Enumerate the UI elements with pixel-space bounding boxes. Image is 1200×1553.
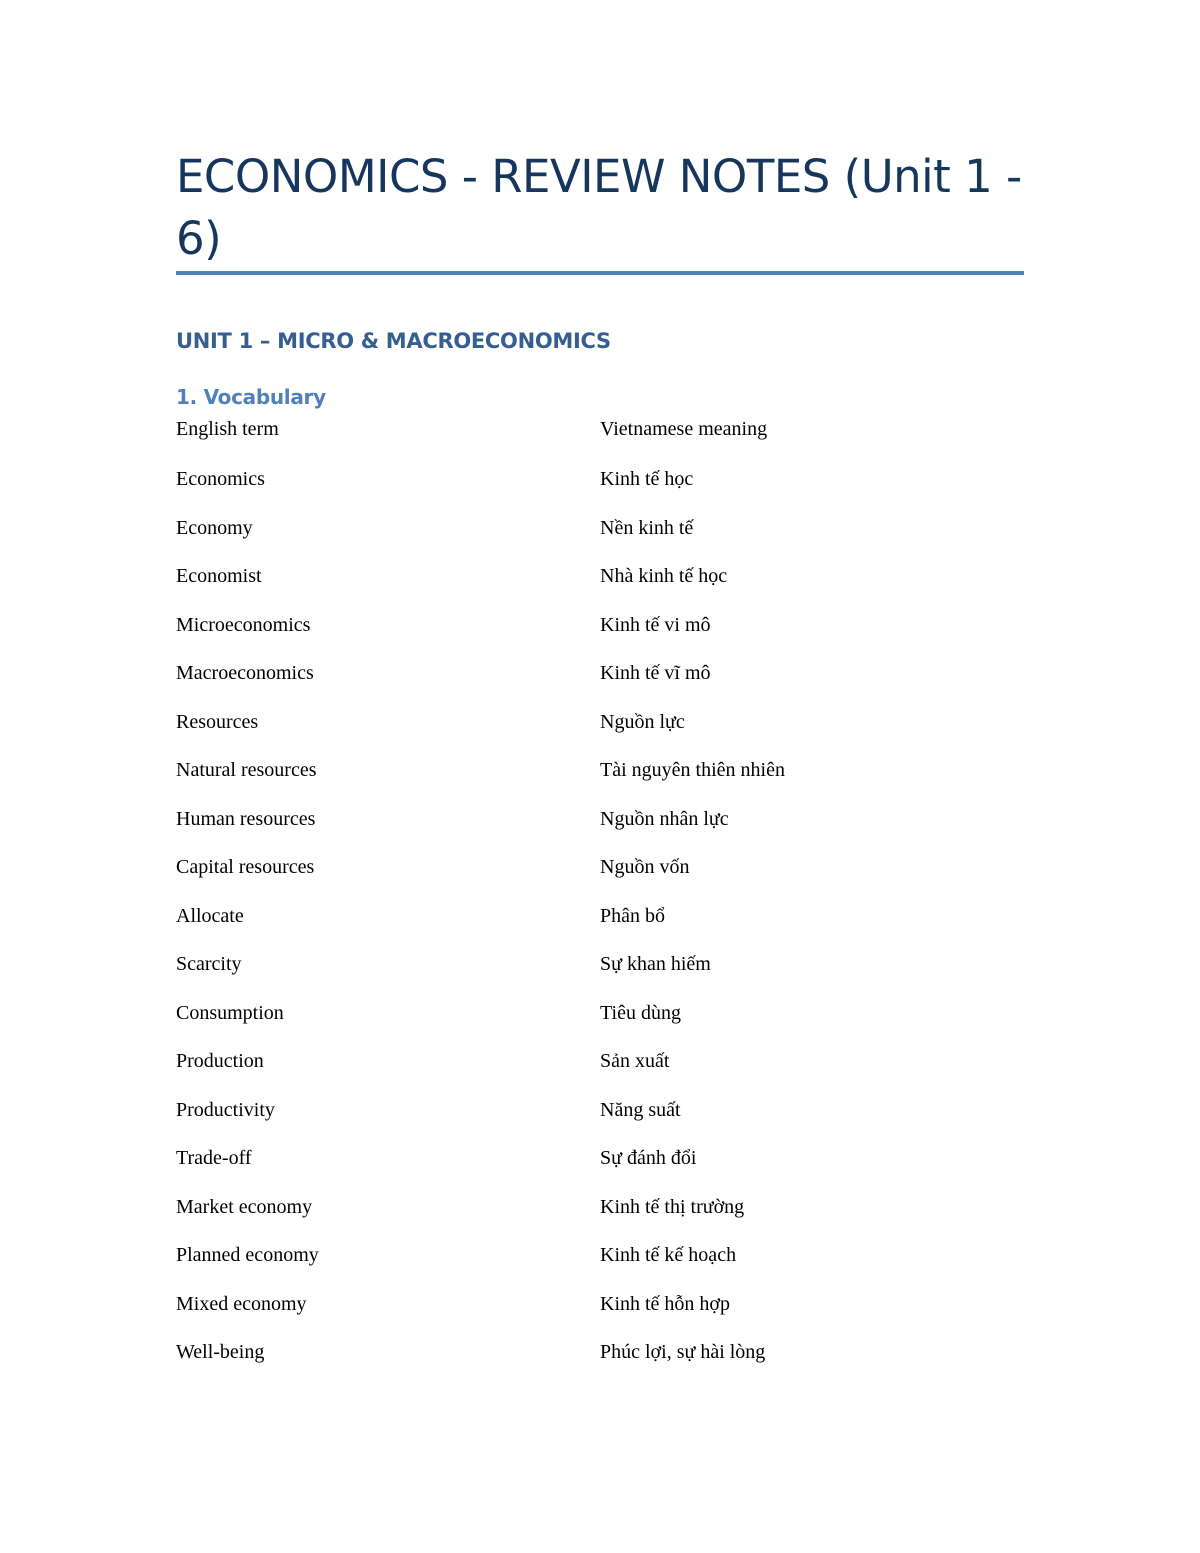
vocabulary-row	[176, 1240, 1024, 1289]
english-term: Economy	[176, 516, 253, 539]
english-term: Market economy	[176, 1195, 313, 1218]
vietnamese-meaning: Phân bổ	[600, 904, 665, 927]
english-term: Capital resources	[176, 856, 315, 878]
vocabulary-row	[176, 998, 1024, 1047]
english-term: Consumption	[176, 1001, 284, 1024]
vocabulary-row	[176, 755, 1024, 804]
english-term: Trade-off	[176, 1147, 252, 1169]
document-title: ECONOMICS - REVIEW NOTES (Unit 1 - 6)	[176, 150, 1022, 265]
english-term: Economics	[176, 468, 265, 490]
english-term: Allocate	[176, 904, 244, 927]
english-term: Well-being	[176, 1341, 265, 1363]
vietnamese-meaning: Sự khan hiếm	[600, 953, 711, 975]
vocabulary-row	[176, 513, 1024, 562]
vietnamese-meaning: Sản xuất	[600, 1050, 670, 1072]
vietnamese-meaning: Kinh tế hỗn hợp	[600, 1292, 731, 1315]
vietnamese-meaning: Nguồn lực	[600, 710, 685, 733]
vietnamese-meaning: Kinh tế học	[600, 468, 694, 490]
english-term: Productivity	[176, 1098, 275, 1121]
vietnamese-meaning: Nhà kinh tế học	[600, 565, 728, 587]
vocabulary-row	[176, 804, 1024, 853]
header-english-term: English term	[176, 418, 279, 440]
vocabulary-table	[176, 414, 1024, 1386]
vocabulary-row	[176, 901, 1024, 950]
vocabulary-row	[176, 1192, 1024, 1241]
vocabulary-row	[176, 658, 1024, 707]
english-term: Scarcity	[176, 953, 242, 975]
vocabulary-row	[176, 1046, 1024, 1095]
english-term: Planned economy	[176, 1244, 319, 1266]
english-term: Mixed economy	[176, 1292, 307, 1315]
vietnamese-meaning: Kinh tế vi mô	[600, 613, 711, 636]
english-term: Microeconomics	[176, 613, 311, 636]
vietnamese-meaning: Tiêu dùng	[600, 1001, 681, 1024]
vietnamese-meaning: Kinh tế thị trường	[600, 1195, 745, 1218]
unit-heading: UNIT 1 – MICRO & MACROECONOMICS	[176, 329, 611, 353]
vocabulary-row	[176, 1337, 1024, 1386]
vocabulary-row	[176, 1095, 1024, 1144]
vietnamese-meaning: Kinh tế vĩ mô	[600, 662, 711, 684]
english-term: Macroeconomics	[176, 662, 314, 684]
vietnamese-meaning: Nguồn vốn	[600, 856, 690, 878]
vocabulary-row	[176, 852, 1024, 901]
english-term: Production	[176, 1050, 264, 1072]
title-underline-rule	[176, 271, 1024, 275]
vocabulary-row	[176, 610, 1024, 659]
vietnamese-meaning: Phúc lợi, sự hài lòng	[600, 1341, 766, 1363]
vietnamese-meaning: Nguồn nhân lực	[600, 807, 729, 830]
english-term: Resources	[176, 710, 259, 733]
vocabulary-row	[176, 949, 1024, 998]
vietnamese-meaning: Sự đánh đổi	[600, 1147, 697, 1169]
vietnamese-meaning: Tài nguyên thiên nhiên	[600, 759, 785, 781]
header-vietnamese-meaning: Vietnamese meaning	[600, 418, 768, 440]
vocabulary-row	[176, 464, 1024, 513]
vocabulary-heading: 1. Vocabulary	[176, 385, 326, 409]
vietnamese-meaning: Kinh tế kế hoạch	[600, 1244, 737, 1266]
vocabulary-row	[176, 707, 1024, 756]
vocabulary-row	[176, 1289, 1024, 1338]
english-term: Human resources	[176, 807, 316, 830]
vocabulary-row	[176, 561, 1024, 610]
vocabulary-header-row	[176, 414, 1024, 464]
english-term: Economist	[176, 565, 262, 587]
vocabulary-row	[176, 1143, 1024, 1192]
vietnamese-meaning: Nền kinh tế	[600, 516, 694, 539]
english-term: Natural resources	[176, 759, 317, 781]
vietnamese-meaning: Năng suất	[600, 1098, 681, 1121]
